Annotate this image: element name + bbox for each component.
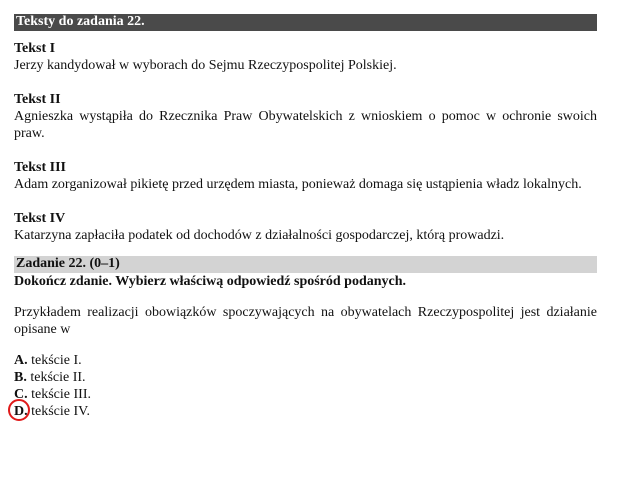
text-1: [14, 41, 597, 74]
option-d-text: tekście IV.: [31, 404, 90, 419]
answer-options: [14, 352, 597, 420]
option-a-letter: A.: [14, 353, 28, 368]
text-2-body: Agnieszka wystąpiła do Rzecznika Praw Obywatelskich z wnioskiem o pomoc w ochronie swoich praw.: [14, 109, 597, 141]
task-question: Przykładem realizacji obowiązków spoczywających na obywatelach Rzeczypospolitej jest działanie opisane w: [14, 305, 597, 337]
text-3: [14, 160, 597, 193]
answer-option-c[interactable]: [14, 386, 597, 403]
answer-option-a[interactable]: [14, 352, 597, 369]
option-b-text: tekście II.: [30, 370, 86, 385]
exam-page: [14, 14, 597, 420]
text-1-body: Jerzy kandydował w wyborach do Sejmu Rzeczypospolitej Polskiej.: [14, 58, 397, 73]
option-d-letter: D.: [14, 404, 28, 419]
option-c-letter: C.: [14, 387, 28, 402]
spacer: [14, 193, 597, 211]
option-b-letter: B.: [14, 370, 27, 385]
text-4-body: Katarzyna zapłaciła podatek od dochodów z działalności gospodarczej, którą prowadzi.: [14, 228, 505, 243]
text-3-body: Adam zorganizował pikietę przed urzędem miasta, ponieważ domaga się ustąpienia władz lokalnych.: [14, 177, 582, 192]
text-2: [14, 92, 597, 142]
text-3-title: Tekst III: [14, 160, 67, 175]
spacer: [14, 74, 597, 92]
answer-option-d[interactable]: [14, 403, 597, 420]
text-1-title: Tekst I: [14, 41, 56, 56]
answer-option-b[interactable]: [14, 369, 597, 386]
text-4-title: Tekst IV: [14, 211, 66, 226]
task-instruction: Dokończ zdanie. Wybierz właściwą odpowiedź spośród podanych.: [14, 274, 407, 289]
texts-section-header: Teksty do zadania 22.: [14, 14, 597, 31]
option-a-text: tekście I.: [31, 353, 82, 368]
option-c-text: tekście III.: [31, 387, 91, 402]
spacer: [14, 244, 597, 256]
text-2-title: Tekst II: [14, 92, 61, 107]
task-header: Zadanie 22. (0–1): [14, 256, 597, 273]
text-4: [14, 211, 597, 244]
spacer: [14, 142, 597, 160]
